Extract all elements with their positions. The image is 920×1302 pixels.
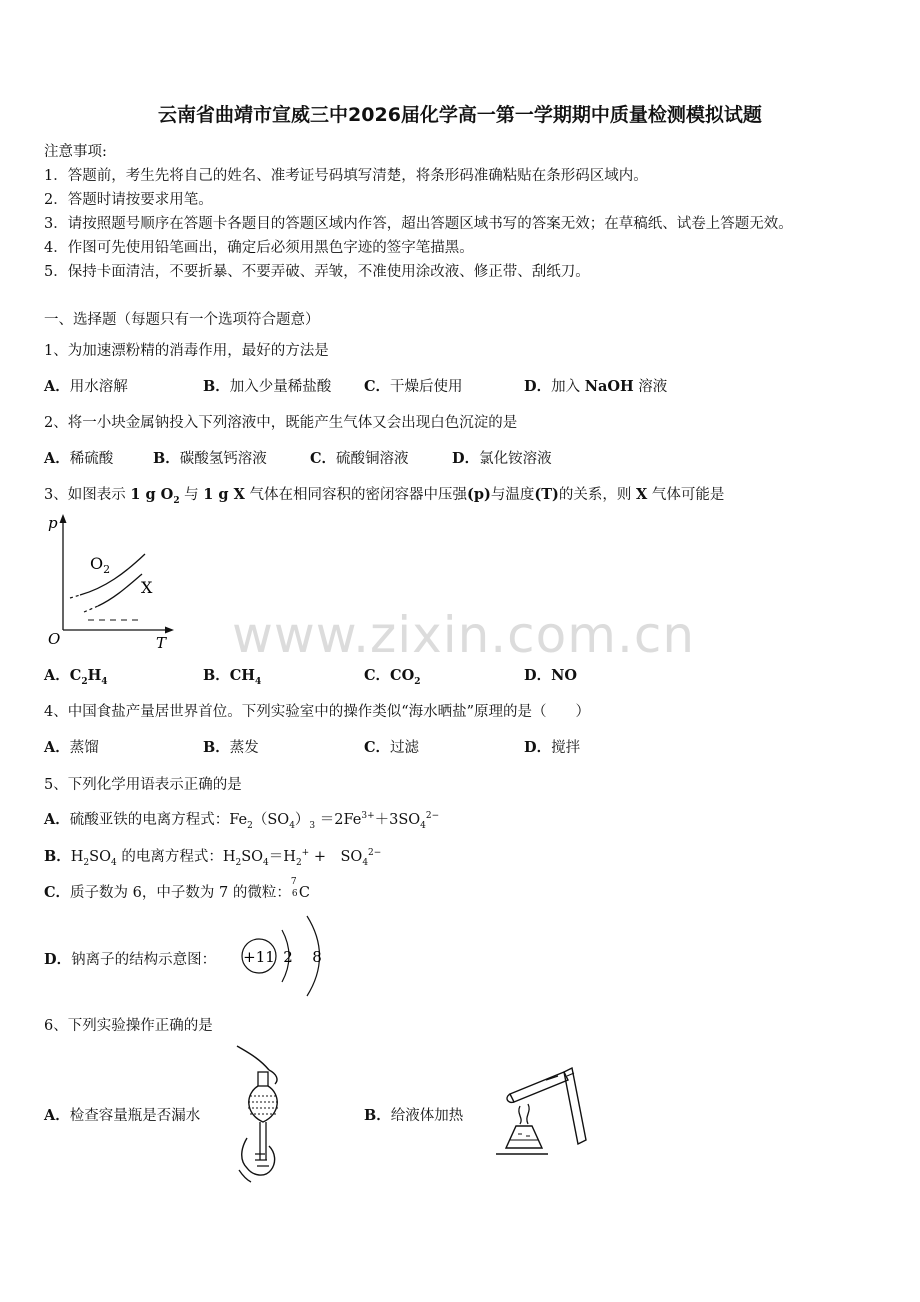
q3-option-a[interactable]: A．$C_2H_4$ [44, 667, 108, 687]
shell-2-count: 8 [312, 948, 322, 966]
atomic-number: 6 [291, 889, 298, 899]
t-label: T [156, 634, 167, 652]
q5-option-d[interactable]: D．钠离子的结构示意图： [44, 951, 217, 968]
p-label: p [48, 514, 58, 532]
page-title: 云南省曲靖市宣威三中2026届化学高一第一学期期中质量检测模拟试题 [158, 104, 762, 126]
q1-option-d[interactable]: D．加入 NaOH 溶液 [524, 378, 668, 395]
q1-options [0, 375, 920, 395]
x-line-dashed [84, 606, 98, 612]
o2-line-dashed [70, 595, 80, 598]
q3-options [0, 664, 920, 687]
q4-stem: 4、中国食盐产量居世界首位。下列实验室中的操作类似“海水晒盐”原理的是（ ） [44, 704, 591, 720]
o2-label: $O_2$ [90, 554, 111, 576]
q2-option-a[interactable]: A．稀硫酸 [44, 450, 114, 467]
shell-1-count: 2 [283, 948, 293, 966]
pressure-temperature-graph [40, 508, 190, 653]
watermark: www.zixin.com.cn [232, 606, 696, 664]
notice-heading: 注意事项: [44, 144, 107, 160]
q3-option-d[interactable]: D．NO [524, 667, 577, 684]
q4-option-c[interactable]: C．过滤 [364, 739, 420, 756]
q1-option-b[interactable]: B．加入少量稀盐酸 [203, 378, 332, 395]
p-axis-arrow [60, 514, 67, 523]
q6-option-a[interactable]: A．检查容量瓶是否漏水 [44, 1107, 201, 1124]
q4-options [0, 736, 920, 756]
x-curve-label: X [141, 578, 153, 597]
q3-option-c[interactable]: C．$CO_2$ [364, 667, 421, 687]
q6-stem: 6、下列实验操作正确的是 [44, 1018, 213, 1034]
q2-option-b[interactable]: B．碳酸氢钙溶液 [153, 450, 267, 467]
mass-number: 7 [290, 877, 297, 887]
origin-label: O [48, 630, 61, 648]
test-tube-heating-illustration [492, 1062, 596, 1162]
q2-stem: 2、将一小块金属钠投入下列溶液中，既能产生气体又会出现白色沉淀的是 [44, 415, 518, 431]
q3-stem: 3、如图表示 1 g $O_2$ 与 1 g X 气体在相同容积的密闭容器中压强(p)与温度(T)的关系，则 X 气体可能是 [44, 486, 725, 506]
notice-item-4: 4．作图可先使用铅笔画出，确定后必须用黑色字迹的签字笔描黑。 [44, 240, 474, 256]
notice-item-3: 3．请按照题号顺序在答题卡各题目的答题区域内作答，超出答题区域书写的答案无效；在草稿纸、试卷上答题无效。 [44, 216, 793, 232]
q2-option-c[interactable]: C．硫酸铜溶液 [310, 450, 409, 467]
nucleus-charge: +11 [243, 948, 275, 966]
q4-option-b[interactable]: B．蒸发 [203, 739, 259, 756]
q6-option-b[interactable]: B．给液体加热 [364, 1107, 464, 1124]
q4-option-d[interactable]: D．搅拌 [524, 739, 581, 756]
notice-item-1: 1．答题前，考生先将自己的姓名、准考证号码填写清楚，将条形码准确粘贴在条形码区域内。 [44, 168, 648, 184]
q1-option-a[interactable]: A．用水溶解 [44, 378, 128, 395]
q5-option-a[interactable]: A．硫酸亚铁的电离方程式：$Fe_2(SO_4)_3 =2Fe^{3+}+3SO_4^{2-}$ [44, 811, 440, 831]
q5-option-b[interactable]: B．$H_2SO_4$ 的电离方程式：$H_2SO_4=H_2^+$ + $SO_4^{2-}$ [44, 848, 382, 868]
section-heading: 一、选择题（每题只有一个选项符合题意） [44, 312, 320, 328]
q2-options [0, 447, 920, 467]
q1-option-c[interactable]: C．干燥后使用 [364, 378, 463, 395]
volumetric-flask-illustration [225, 1042, 295, 1184]
sodium-ion-diagram [232, 910, 332, 1002]
q5-option-c[interactable]: C．质子数为 6，中子数为 7 的微粒： 7 6 C [44, 877, 310, 901]
notice-item-2: 2．答题时请按要求用笔。 [44, 192, 213, 208]
q1-stem: 1、为加速漂粉精的消毒作用，最好的方法是 [44, 343, 329, 359]
t-axis-arrow [165, 627, 174, 634]
q2-option-d[interactable]: D．氯化铵溶液 [452, 450, 552, 467]
x-line [98, 574, 142, 606]
q5-stem: 5、下列化学用语表示正确的是 [44, 777, 242, 793]
q3-option-b[interactable]: B．$CH_4$ [203, 667, 262, 687]
q4-option-a[interactable]: A．蒸馏 [44, 739, 99, 756]
notice-item-5: 5．保持卡面清洁，不要折暴、不要弄破、弄皱，不准使用涂改液、修正带、刮纸刀。 [44, 264, 590, 280]
